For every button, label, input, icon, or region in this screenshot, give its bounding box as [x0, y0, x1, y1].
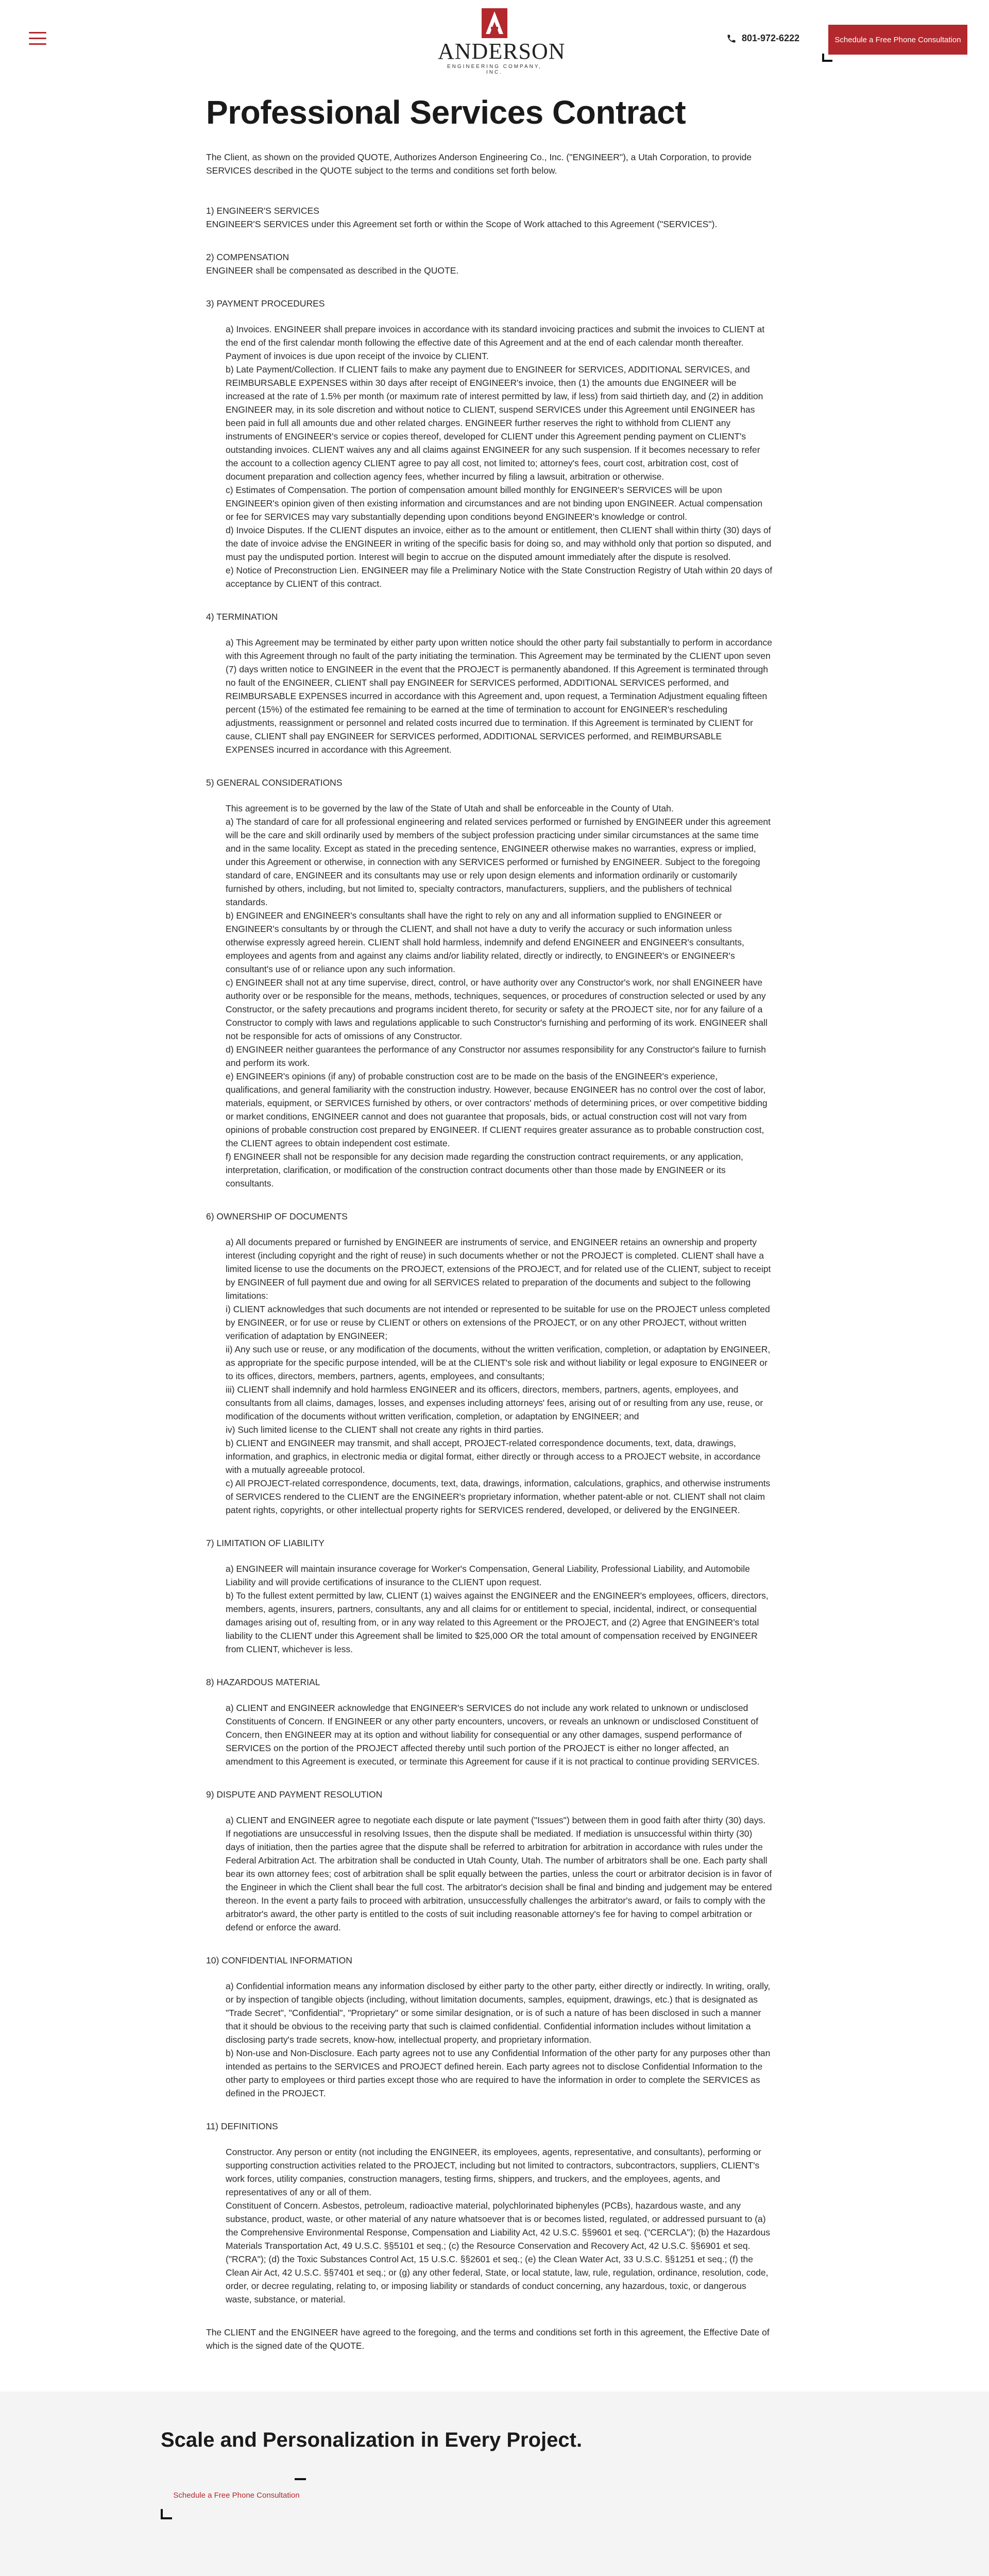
cta-band-title: Scale and Personalization in Every Project. [161, 2429, 583, 2451]
schedule-consultation-button[interactable]: Schedule a Free Phone Consultation [828, 25, 967, 55]
section-text: ENGINEER'S SERVICES under this Agreement set forth or within the Scope of Work attached to this Agreement ("SERVICES"). [206, 219, 718, 229]
section-clause: d) Invoice Disputes. If the CLIENT disputes an invoice, either as to the amount or entitlement, then CLIENT shall within thirty (30) days of the date of invoice advise the ENGINEER in writing of the specific basis for doing so, and may withhold only that portion so disputed, and must pay the undisputed portion. Interest will begin to accrue on the disputed amount immediately after the dispute is resolved. [226, 525, 772, 562]
section-clause: e) ENGINEER's opinions (if any) of probable construction cost are to be made on the basis of the ENGINEER's experience, qualifications, and general familiarity with the construction industry. However, because ENGINEER has no control over the cost of labor, materials, equipment, or SERVICES furnished by others, or over contractors' methods of determining prices, or over competitive bidding or market conditions, ENGINEER cannot and does not guarantee that proposals, bids, or actual construction cost will not vary from opinions of probable construction cost prepared by ENGINEER. If CLIENT requires greater assurance as to probable construction cost, the CLIENT agrees to obtain independent cost estimate. [226, 1071, 768, 1148]
section-clause-list [206, 323, 773, 590]
contract-section [206, 2120, 773, 2306]
section-clause-list [206, 1235, 773, 1517]
section-clause: a) This Agreement may be terminated by either party upon written notice should the other party fail substantially to perform in accordance with this Agreement through no fault of the party initiating the termination. This Agreement may be terminated by the CLIENT upon seven (7) days written notice to ENGINEER in the event that the PROJECT is permanently abandoned. If this Agreement is terminated through no fault of the ENGINEER, CLIENT shall pay ENGINEER for SERVICES performed, ADDITIONAL SERVICES performed, and REIMBURSABLE EXPENSES incurred in accordance with this Agreement and, upon request, a Termination Adjustment equaling fifteen percent (15%) of the estimated fee remaining to be earned at the time of termination to account for ENGINEER's rescheduling adjustments, reassignment or personnel and related costs incurred due to termination. If this Agreement is terminated by CLIENT for cause, CLIENT shall pay ENGINEER for SERVICES performed, ADDITIONAL SERVICES performed, and REIMBURSABLE EXPENSES incurred in accordance with this Agreement. [226, 637, 772, 755]
cta-band-button-wrap [161, 2478, 315, 2521]
section-heading: 2) COMPENSATION [206, 252, 289, 262]
logo[interactable] [438, 7, 566, 75]
header-phone[interactable] [726, 33, 799, 44]
contract-sections [206, 204, 989, 2306]
section-heading: 9) DISPUTE AND PAYMENT RESOLUTION [206, 1789, 383, 1800]
section-heading: 4) TERMINATION [206, 612, 278, 622]
menu-icon[interactable] [29, 32, 46, 45]
section-clause-list [206, 636, 773, 756]
logo-subtitle: ENGINEERING COMPANY, INC. [447, 64, 542, 75]
section-text: ENGINEER shall be compensated as described in the QUOTE. [206, 265, 459, 276]
section-clause: b) ENGINEER and ENGINEER's consultants shall have the right to rely on any and all information supplied to ENGINEER or ENGINEER's consultants by or through the CLIENT, and shall not have a duty to verify the accuracy or such information unless otherwise expressly agreed herein. CLIENT shall hold harmless, indemnify and defend ENGINEER and ENGINEER's consultants, employees and agents from and against any claims and/or liability related, directly or indirectly, to ENGINEER's or ENGINEER's consultant's use of or reliance upon any such information. [226, 910, 744, 974]
cta-band [0, 2392, 989, 2576]
cta-corner-decoration [822, 54, 832, 62]
section-clause: a) ENGINEER will maintain insurance coverage for Worker's Compensation, General Liability, Professional Liability, and Automobile Liability and will provide certifications of insurance to the CLIENT upon request. [226, 1564, 750, 1587]
section-clause: b) CLIENT and ENGINEER may transmit, and shall accept, PROJECT-related correspondence documents, text, data, drawings, information, and graphics, in electronic media or digital format, either directly or through access to a PROJECT website, in accordance with a mutually agreeable protocol. [226, 1438, 761, 1475]
contract-section [206, 1788, 773, 1934]
section-heading: 5) GENERAL CONSIDERATIONS [206, 777, 343, 788]
section-clause: d) ENGINEER neither guarantees the performance of any Constructor nor assumes responsibility for any Constructor's failure to furnish and perform its work. [226, 1044, 766, 1068]
section-clause-list [206, 802, 773, 1190]
contract-section [206, 610, 773, 756]
section-clause: b) To the fullest extent permitted by law, CLIENT (1) waives against the ENGINEER and the ENGINEER's employees, officers, directors, members, agents, insurers, partners, consultants, any and all claims for or entitlement to special, incidental, indirect, or consequential damages arising out of, resulting from, or in any way related to this Agreement or the PROJECT, and (2) Agree that ENGINEER's total liability to the CLIENT under this Agreement shall be limited to $25,000 OR the total amount of compensation received by ENGINEER from CLIENT, whichever is less. [226, 1590, 769, 1654]
section-clause: This agreement is to be governed by the law of the State of Utah and shall be enforceable in the County of Utah. [226, 803, 674, 814]
section-clause: a) The standard of care for all professional engineering and related services performed or furnished by ENGINEER under this agreement will be the care and skill ordinarily used by members of the subject profession practicing under similar circumstances at the same time and in the same locality. Except as stated in the preceding sentence, ENGINEER otherwise makes no warranties, express or implied, under this Agreement or otherwise, in connection with any SERVICES performed or furnished by ENGINEER. Subject to the foregoing standard of care, ENGINEER and its consultants may use or rely upon design elements and information ordinarily or customarily furnished by others, including, but not limited to, specialty contractors, manufacturers, suppliers, and the publishers of technical standards. [226, 817, 771, 907]
section-clause: b) Non-use and Non-Disclosure. Each party agrees not to use any Confidential Information of the other party for any purposes other than intended as pertains to the SERVICES and PROJECT defined herein. Each party agrees not to disclose Confidential Information to the other party to employees or third parties except those who are required to have the information in order to complete the SERVICES as defined in the PROJECT. [226, 2048, 771, 2098]
section-clause-list [206, 2145, 773, 2306]
section-clause: a) Invoices. ENGINEER shall prepare invoices in accordance with its standard invoicing practices and submit the invoices to CLIENT at the end of the first calendar month following the effective date of this Agreement and at the end of each calendar month thereafter. Payment of invoices is due upon receipt of the invoice by CLIENT. [226, 324, 765, 361]
section-clause: c) Estimates of Compensation. The portion of compensation amount billed monthly for ENGINEER's SERVICES will be upon ENGINEER's opinion given of then existing information and circumstances and are not binding upon ENGINEER. Actual compensation or fee for SERVICES may vary substantially depending upon conditions beyond ENGINEER's knowledge or control. [226, 485, 763, 522]
cta-band-schedule-button[interactable]: Schedule a Free Phone Consultation [167, 2480, 306, 2510]
section-clause: e) Notice of Preconstruction Lien. ENGINEER may file a Preliminary Notice with the State Construction Registry of Utah within 20 days of acceptance by CLIENT of this contract. [226, 565, 773, 589]
section-clause-list [206, 1979, 773, 2100]
page-title: Professional Services Contract [206, 94, 686, 131]
contract-section [206, 1210, 773, 1517]
contract-section [206, 204, 773, 231]
contract-closing: The CLIENT and the ENGINEER have agreed to the foregoing, and the terms and conditions set forth in this agreement, the Effective Date of which is the signed date of the QUOTE. [206, 2327, 770, 2351]
section-clause-list [206, 1562, 773, 1656]
cta-corner-decoration [161, 2509, 172, 2519]
main-content [0, 77, 989, 2352]
section-clause: a) Confidential information means any information disclosed by either party to the other party, either directly or indirectly. In writing, orally, or by inspection of tangible objects (including, without limitation documents, samples, equipment, drawings, etc.) that is designated as "Trade Secret", "Confidential", "Proprietary" or some similar designation, or is of such a nature of has been disclosed in such a manner that it should be obvious to the receiving party that such is claimed confidential. Confidential information includes without limitation a disclosing party's trade secrets, know-how, intellectual property, and proprietary information. [226, 1981, 771, 2045]
logo-name: ANDERSON [438, 39, 566, 64]
section-heading: 7) LIMITATION OF LIABILITY [206, 1538, 325, 1548]
section-clause: b) Late Payment/Collection. If CLIENT fails to make any payment due to ENGINEER for SERVICES, ADDITIONAL SERVICES, and REIMBURSABLE EXPENSES within 30 days after receipt of ENGINEER's invoice, then (1) the amounts due ENGINEER will be increased at the rate of 1.5% per month (or maximum rate of interest permitted by law, if less) from said thirtieth day, and (2) in addition ENGINEER may, in its sole discretion and without notice to CLIENT, suspend SERVICES under this Agreement until ENGINEER has been paid in full all amounts due and other related charges. ENGINEER further reserves the right to withhold from CLIENT any instruments of ENGINEER's service or copies thereof, developed for CLIENT under this Agreement pending payment on CLIENT's outstanding invoices. CLIENT waives any and all claims against ENGINEER for any such suspension. If it becomes necessary to refer the account to a collection agency CLIENT agree to pay all cost, not limited to; attorney's fees, court cost, arbitration cost, cost of document preparation and collection agency fees, whether incurred by filing a lawsuit, arbitration or otherwise. [226, 364, 763, 482]
contract-section [206, 250, 773, 277]
section-clause: c) All PROJECT-related correspondence, documents, text, data, drawings, information, calculations, graphics, and otherwise instruments of SERVICES rendered to the CLIENT are the ENGINEER's proprietary information, whether patent-able or not. CLIENT shall not claim patent rights, copyrights, or other intellectual property rights for SERVICES rendered, developed, or delivered by the ENGINEER. [226, 1478, 771, 1515]
phone-icon [726, 33, 737, 44]
section-clause: a) CLIENT and ENGINEER agree to negotiate each dispute or late payment ("Issues") between them in good faith after thirty (30) days. If negotiations are unsuccessful in resolving Issues, then the dispute shall be mediated. If mediation is unsuccessful within thirty (30) days of initiation, then the parties agree that the dispute shall be referred to arbitration for arbitration in accordance with rules under the Federal Arbitration Act. The arbitration shall be conducted in Utah County, Utah. The number of arbitrators shall be one. Each party shall bear its own attorney fees; cost of arbitration shall be split equally between the parties, unless the court or arbitrator decision is in favor of the Engineer in which the Client shall bear the full cost. The arbitrator's decision shall be final and binding and judgement may be entered thereon. In the event a party fails to proceed with arbitration, unsuccessfully challenges the arbitrator's award, or fails to comply with the arbitrator's award, the other party is entitled to the costs of suit including reasonable attorney's fee for having to compel arbitration or defend or enforce the award. [226, 1815, 772, 1933]
contract-section [206, 1954, 773, 2100]
section-heading: 1) ENGINEER'S SERVICES [206, 206, 319, 216]
contract-section [206, 297, 773, 590]
section-clause: i) CLIENT acknowledges that such documents are not intended or represented to be suitable for use on the PROJECT unless completed by ENGINEER, or for use or reuse by CLIENT or others on extensions of the PROJECT, or on any other PROJECT, without written verification of adaptation by ENGINEER; [226, 1304, 770, 1341]
section-clause: f) ENGINEER shall not be responsible for any decision made regarding the construction contract requirements, or any application, interpretation, clarification, or modification of the construction contract documents other than those made by ENGINEER or its consultants. [226, 1151, 743, 1189]
section-heading: 8) HAZARDOUS MATERIAL [206, 1677, 320, 1687]
anderson-logo-icon [479, 7, 510, 39]
contract-section [206, 1675, 773, 1768]
section-heading: 10) CONFIDENTIAL INFORMATION [206, 1955, 352, 1965]
section-heading: 3) PAYMENT PROCEDURES [206, 298, 325, 309]
section-clause: Constituent of Concern. Asbestos, petroleum, radioactive material, polychlorinated biphenyles (PCBs), hazardous waste, and any substance, product, waste, or other material of any nature whatsoever that is or becomes listed, regulated, or addressed pursuant to (a) the Comprehensive Environmental Response, Compensation and Liability Act, 42 U.S.C. §§9601 et seq. ("CERCLA"); (b) the Hazardous Materials Transportation Act, 49 U.S.C. §§5101 et seq.; (c) the Resource Conservation and Recovery Act, 42 U.S.C. §§6901 et seq. ("RCRA"); (d) the Toxic Substances Control Act, 15 U.S.C. §§2601 et seq.; (e) the Clean Water Act, 33 U.S.C. §§1251 et seq.; (f) the Clean Air Act, 42 U.S.C. §§7401 et seq.; or (g) any other federal, State, or local statute, law, rule, regulation, ordinance, resolution, code, order, or decree regulating, relating to, or imposing liability or standards of conduct concerning, any hazardous, toxic, or dangerous waste, substance, or material. [226, 2200, 771, 2304]
section-clause: c) ENGINEER shall not at any time supervise, direct, control, or have authority over any Constructor's work, nor shall ENGINEER have authority over or be responsible for the means, methods, techniques, sequences, or procedures of construction selected or used by any Constructor, or the safety precautions and programs incident thereto, for security or safety at the PROJECT site, nor for any failure of a Constructor to comply with laws and regulations applicable to such Constructor's furnishing and performing of its work. ENGINEER shall not be responsible for acts of omissions of any Constructor. [226, 977, 768, 1041]
contract-section [206, 776, 773, 1190]
section-clause-list [206, 1701, 773, 1768]
section-clause-list [206, 1814, 773, 1934]
contract-intro: The Client, as shown on the provided QUOTE, Authorizes Anderson Engineering Co., Inc. ("ENGINEER"), a Utah Corporation, to provide SERVICES described in the QUOTE subject to the terms and conditions set forth below. [206, 152, 752, 176]
section-clause: ii) Any such use or reuse, or any modification of the documents, without the written verification, completion, or adaptation by ENGINEER, as appropriate for the specific purpose intended, will be at the CLIENT's sole risk and without liability or legal exposure to ENGINEER or to its offices, directors, members, partners, agents, employees, and consultants; [226, 1344, 771, 1381]
header-phone-number: 801-972-6222 [742, 33, 800, 43]
section-heading: 11) DEFINITIONS [206, 2121, 278, 2131]
section-clause: a) CLIENT and ENGINEER acknowledge that ENGINEER's SERVICES do not include any work related to unknown or undisclosed Constituents of Concern. If ENGINEER or any other party encounters, uncovers, or reveals an unknown or undisclosed Constituent of Concern, then ENGINEER may at its option and without liability for consequential or any other damages, suspend performance of SERVICES on the portion of the PROJECT affected thereby until such portion of the PROJECT is either no longer affected, an amendment to this Agreement is executed, or terminate this Agreement for cause if it is not practical to continue providing SERVICES. [226, 1703, 760, 1767]
section-clause: iii) CLIENT shall indemnify and hold harmless ENGINEER and its officers, directors, members, partners, agents, employees, and consultants from all claims, damages, losses, and expenses including attorneys' fees, arising out of or resulting from any use, reuse, or modification of the documents without written verification, completion, or adaptation by ENGINEER; and [226, 1384, 763, 1421]
section-heading: 6) OWNERSHIP OF DOCUMENTS [206, 1211, 348, 1222]
section-clause: a) All documents prepared or furnished by ENGINEER are instruments of service, and ENGINEER retains an ownership and property interest (including copyright and the right of reuse) in such documents whether or not the PROJECT is completed. CLIENT shall have a limited license to use the documents on the PROJECT, extensions of the PROJECT, and for related use of the CLIENT, subject to receipt by ENGINEER of full payment due and owing for all SERVICES related to preparation of the documents and subject to the following limitations: [226, 1237, 771, 1301]
header-cta [822, 23, 967, 62]
section-clause: iv) Such limited license to the CLIENT shall not create any rights in third parties. [226, 1425, 544, 1435]
section-clause: Constructor. Any person or entity (not including the ENGINEER, its employees, agents, representative, and consultants), performing or supporting construction activities related to the PROJECT, including but not limited to contractors, subcontractors, suppliers, CLIENT's work forces, utility companies, construction managers, testing firms, shippers, and truckers, and the employees, agents, and representatives of any or all of them. [226, 2147, 761, 2197]
site-header [0, 0, 989, 77]
contract-section [206, 1536, 773, 1656]
